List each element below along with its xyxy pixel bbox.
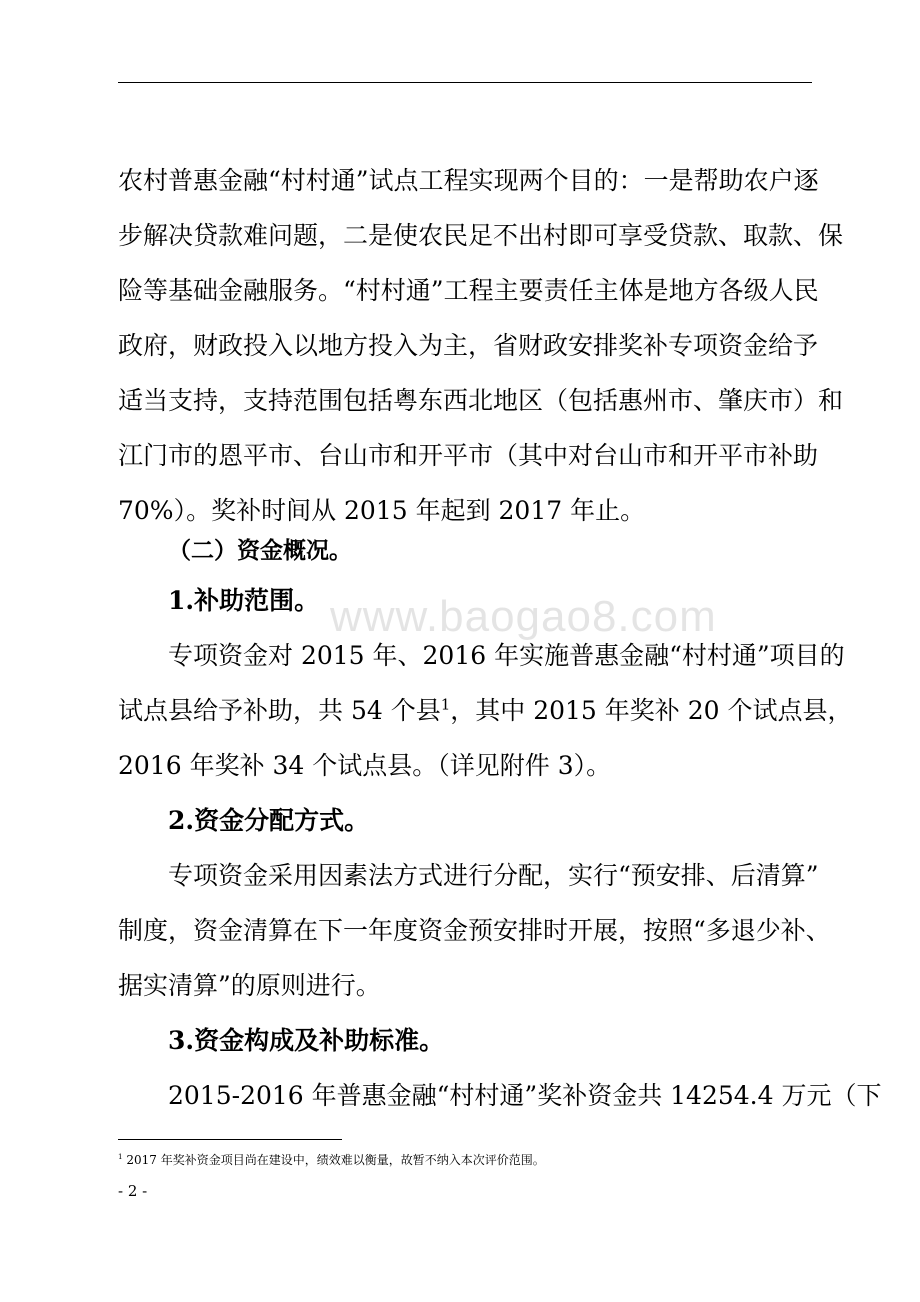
paragraph-line: 江门市的恩平市、台山市和开平市（其中对台山市和开平市补助: [118, 441, 819, 470]
paragraph-line: 适当支持，支持范围包括粤东西北地区（包括惠州市、肇庆市）和: [118, 386, 844, 415]
footnote-text: 2017 年奖补资金项目尚在建设中，绩效难以衡量，故暂不纳入本次评价范围。: [126, 1153, 545, 1167]
paragraph-line: 2015-2016 年普惠金融“村村通”奖补资金共 14254.4 万元（下: [168, 1081, 882, 1110]
header-rule: [118, 82, 812, 83]
footnote-ref: 1: [440, 695, 451, 714]
paragraph-line: 制度，资金清算在下一年度资金预安排时开展，按照“多退少补、: [118, 916, 831, 945]
paragraph-line-with-footnote: [118, 694, 853, 728]
paragraph-line: 专项资金对 2015 年、2016 年实施普惠金融“村村通”项目的: [168, 641, 845, 670]
subsection-heading: 2.资金分配方式。: [168, 806, 370, 835]
subsection-heading: 1.补助范围。: [168, 586, 320, 615]
paragraph-line: 专项资金采用因素法方式进行分配，实行“预安排、后清算”: [168, 861, 819, 890]
paragraph-line: 2016 年奖补 34 个试点县。（详见附件 3）。: [118, 751, 612, 780]
page-number: - 2 -: [118, 1182, 148, 1200]
paragraph-line: 农村普惠金融“村村通”试点工程实现两个目的：一是帮助农户逐: [118, 166, 819, 195]
paragraph-line: 险等基础金融服务。“村村通”工程主要责任主体是地方各级人民: [118, 276, 819, 305]
paragraph-line: 步解决贷款难问题，二是使农民足不出村即可享受贷款、取款、保: [118, 221, 844, 250]
paragraph-line: 据实清算”的原则进行。: [118, 971, 381, 1000]
footnote-rule: [118, 1139, 342, 1140]
paragraph-line: 政府，财政投入以地方投入为主，省财政安排奖补专项资金给予: [118, 331, 819, 360]
paragraph-text: ，其中 2015 年奖补 20 个试点县，: [450, 696, 853, 725]
subsection-heading: 3.资金构成及补助标准。: [168, 1026, 445, 1055]
watermark: www.baogao8.com: [330, 592, 717, 641]
paragraph-line: 70%）。奖补时间从 2015 年起到 2017 年止。: [118, 496, 646, 525]
paragraph-text: 试点县给予补助，共 54 个县: [118, 696, 441, 725]
footnote-marker: 1: [118, 1152, 123, 1161]
footnote: [118, 1152, 545, 1168]
section-heading: （二）资金概况。: [168, 537, 352, 564]
